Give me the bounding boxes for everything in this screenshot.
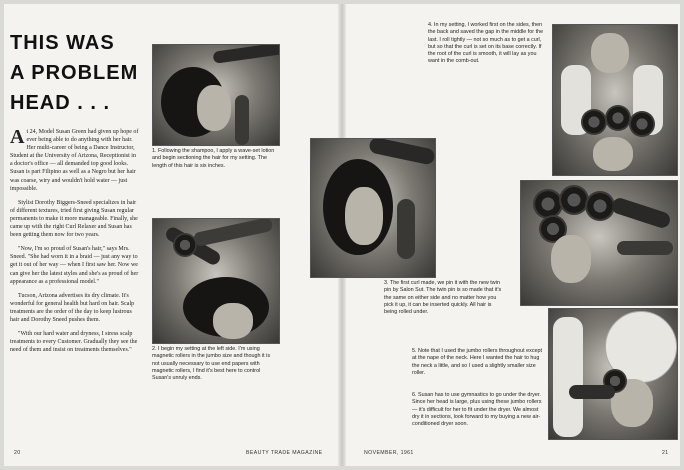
body-paragraph-5: "With our hard water and dryness, I stress scalp treatments to every Customer. Gradually they see the need of them and insist on treatments themselves."	[10, 331, 138, 354]
photo-dryer	[548, 308, 678, 440]
body-paragraph-3: "Now, I'm so proud of Susan's hair," says Mrs. Sneed. "She had worn it in a braid — just any way to get it out of her way — when I first saw her. Now we can give her the latest styles and she's as proud of her appearance as a professional model."	[10, 246, 139, 285]
drop-cap: A	[10, 126, 25, 148]
photo-rollers-top	[552, 24, 678, 176]
article-body	[10, 128, 140, 360]
photo-left-side-setting	[152, 218, 280, 344]
caption-1: 1. Following the shampoo, I apply a wave-set lotion and begin sectioning the hair for my setting. The length of this hair is six inches.	[152, 148, 275, 169]
photo-sectioning	[152, 44, 280, 146]
headline-line-1: THIS WAS	[10, 32, 115, 54]
headline-line-2: A PROBLEM	[10, 62, 139, 84]
headline-line-3: HEAD . . .	[10, 92, 111, 114]
body-paragraph-2: Stylist Dorothy Biggers-Sneed specializes in hair of different textures, tried first giving Susan regular permanents to make it more manageable. Finally, she came up with the right Curl Relaxer and Susan has been getting them now for two years.	[10, 199, 138, 239]
left-page-number: 20	[14, 450, 21, 456]
body-paragraph-1: At 24, Model Susan Green had given up hope of ever being able to do anything with her hair. Her multi-career of being a Dance Instructor, Student at the University of Arizona, Receptionist in a doctor's office — all demanded top good looks. Susan is part Filipino as well as a Negro but her hair was coarse, wiry and wouldn't hold water — just impossible.	[10, 126, 139, 192]
photo-first-curl	[310, 138, 436, 278]
caption-5: 5. Note that I used the jumbo rollers throughout except at the nape of the neck. Here I wanted the hair to hug the neck a little, and so I used a slightly smaller size roller.	[412, 348, 543, 376]
caption-3: 3. The first curl made, we pin it with the new twin pin by Salon Sut. The twin pin is so made that it's the same on either side and no matter how you pick it up, it can be inserted quickly. All hair is being rolled under.	[384, 280, 502, 316]
magazine-name: BEAUTY TRADE MAGAZINE	[246, 450, 323, 456]
photo-nape-rollers	[520, 180, 678, 306]
issue-date: NOVEMBER, 1961	[364, 450, 414, 456]
caption-2: 2. I begin my setting at the left side. I'm using magnetic rollers in the jumbo size and though it is not usually necessary to use end papers with magnetic rollers, I find it's best here to control Susan's unruly ends.	[152, 346, 271, 382]
right-page-number: 21	[662, 450, 669, 456]
body-paragraph-4: Tucson, Arizona advertises its dry climate. It's wonderful for general health but hard on hair. Scalp treatments are the order of the day to keep lustrous hair and Dorothy Sneed pushes them.	[10, 292, 135, 323]
caption-4: 4. In my setting, I worked first on the sides, then the back and saved the gap in the middle for the last. I roll tightly — not so much as to get a curl, but so that the curl is set on its base correctly. If the root of the curl is smooth, it will lay as you want in the comb-out.	[428, 22, 544, 65]
headline	[10, 28, 150, 118]
caption-6: 6. Susan has to use gymnastics to go under the dryer. Since her head is large, plus using these jumbo rollers — it's difficult for her to fit under the dryer. We almost dry it in sections, look forward to my buying a new air-conditioned dryer soon.	[412, 392, 542, 428]
